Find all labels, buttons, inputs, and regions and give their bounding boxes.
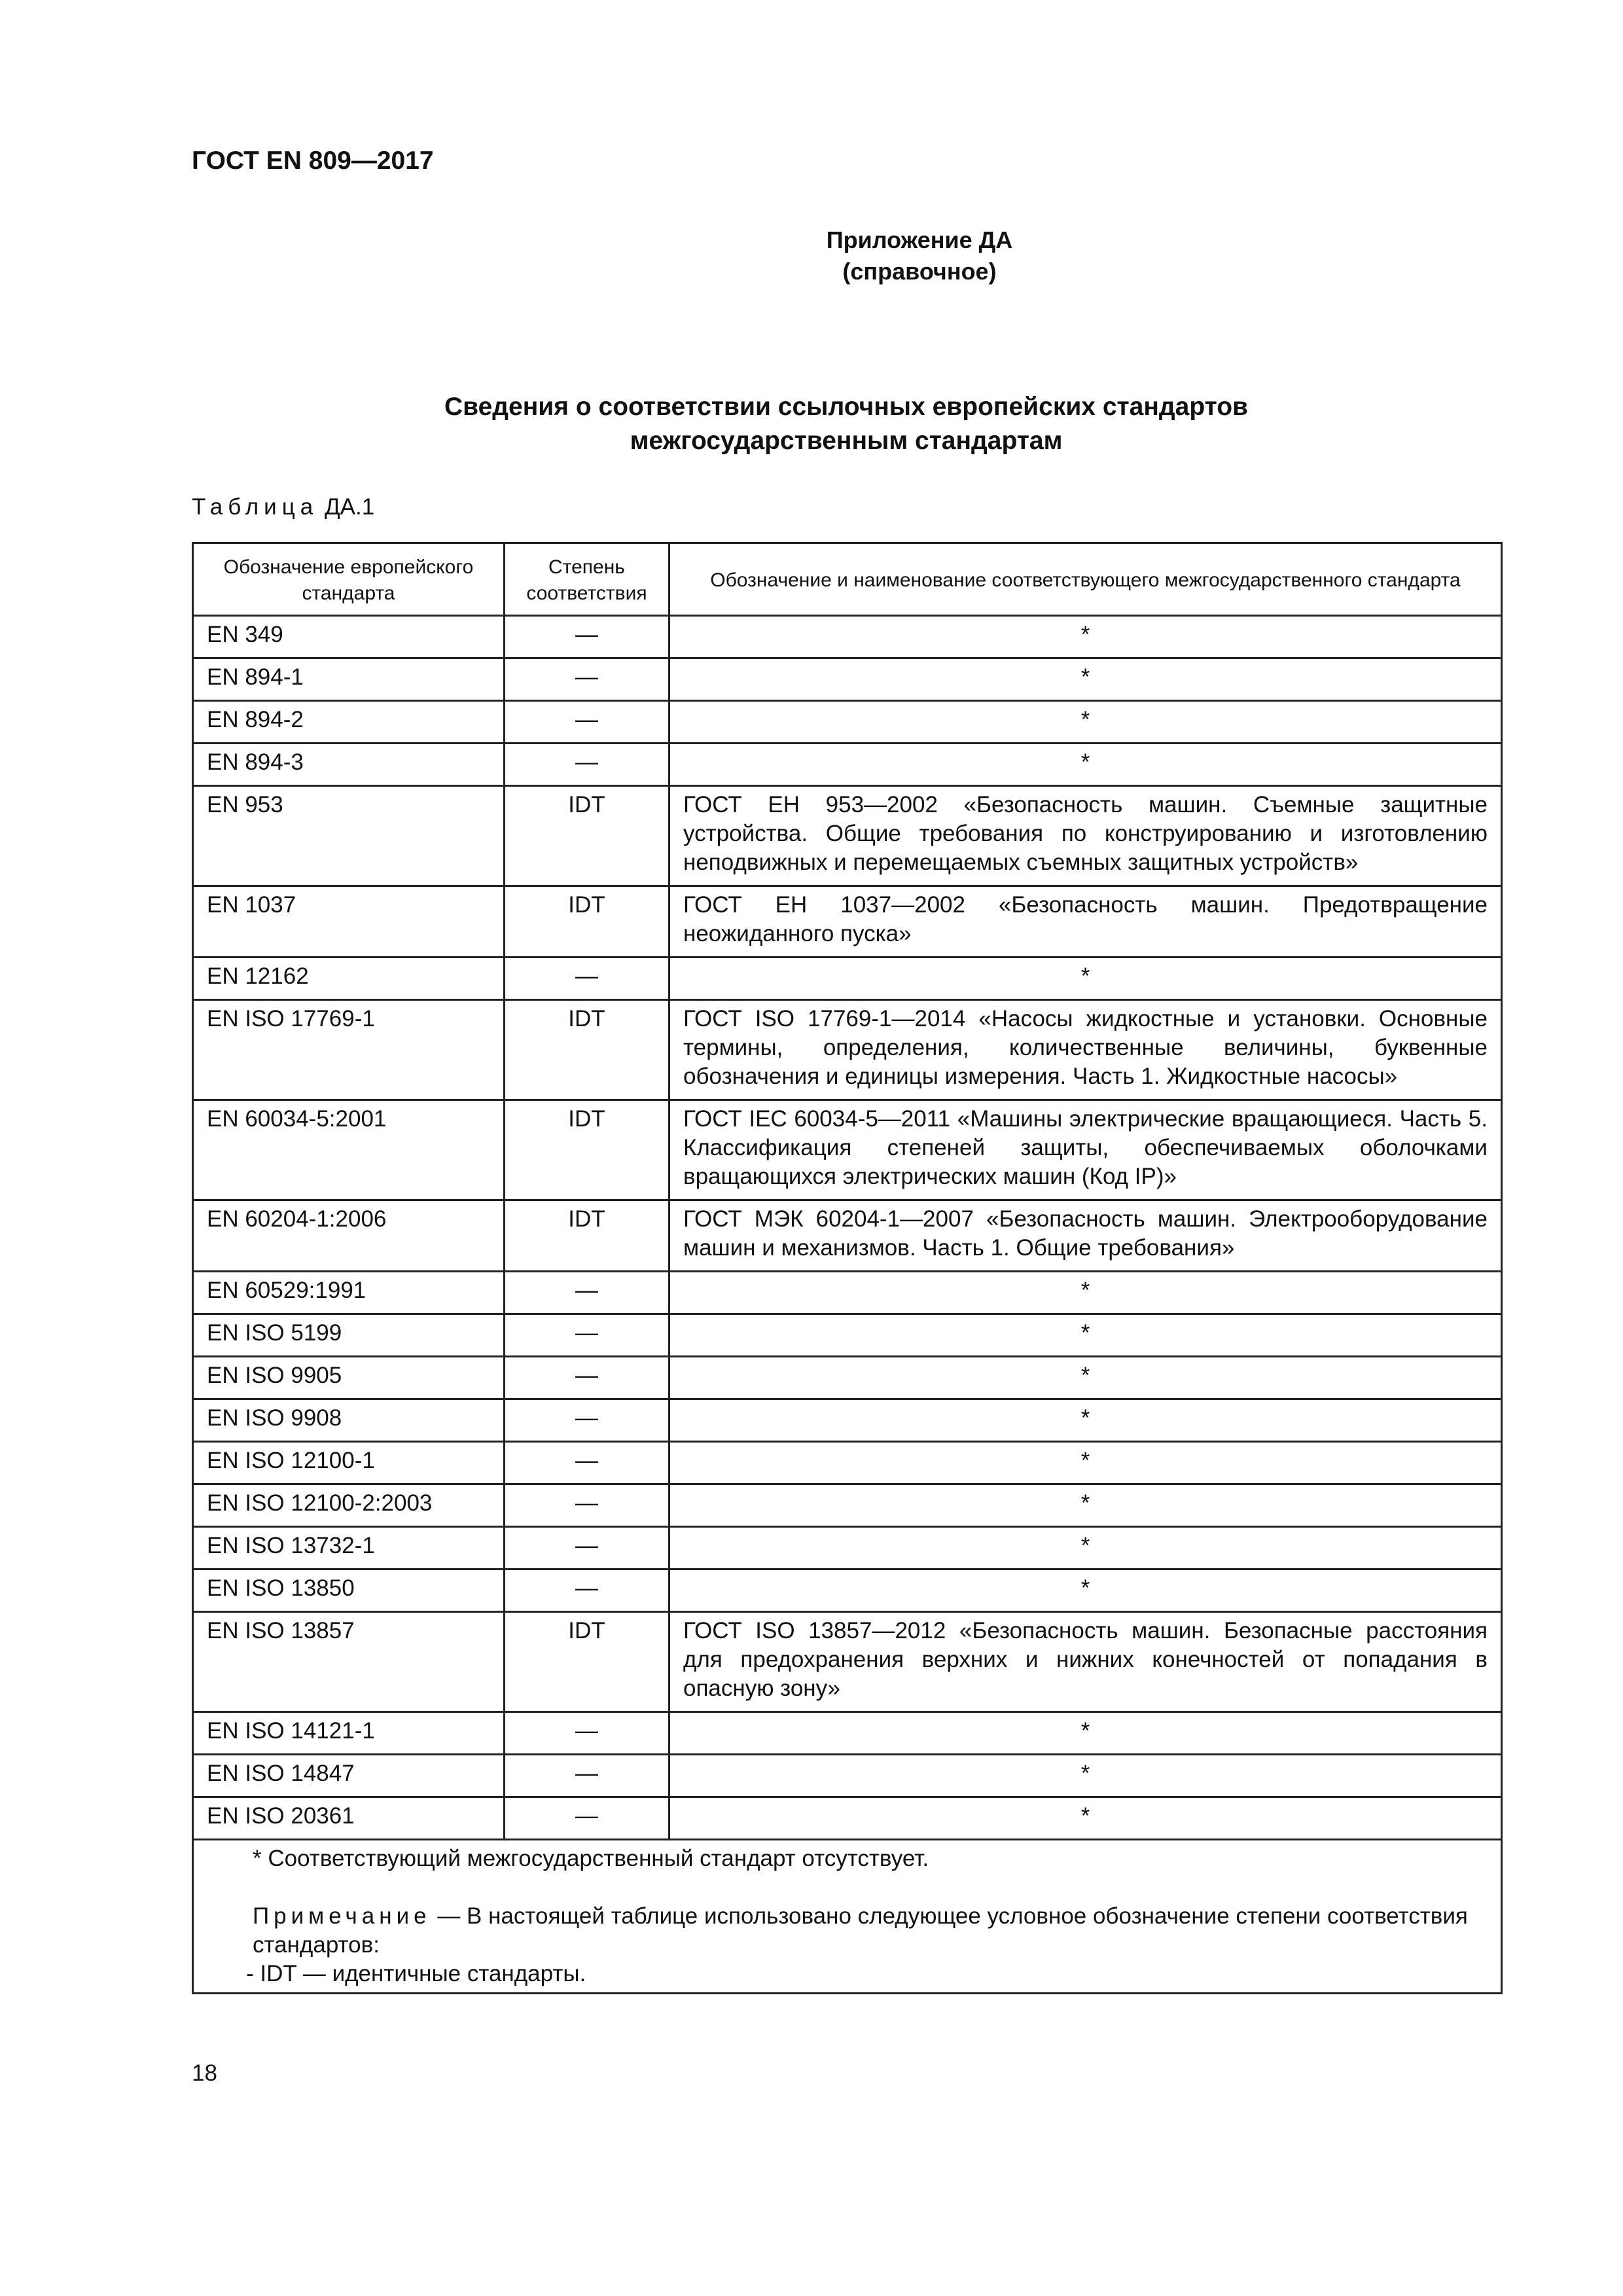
cell-degree: — <box>505 1357 669 1399</box>
table-row <box>193 1797 1502 1840</box>
header-degree: Степень соответствия <box>505 543 669 616</box>
cell-degree: — <box>505 1527 669 1570</box>
cell-degree: — <box>505 1484 669 1527</box>
table-row <box>193 958 1502 1000</box>
cell-interstate-standard: * <box>669 1314 1502 1357</box>
cell-european-standard: EN ISO 5199 <box>193 1314 505 1357</box>
cell-degree: — <box>505 1797 669 1840</box>
cell-degree: — <box>505 1272 669 1314</box>
table-row <box>193 1442 1502 1484</box>
table-row <box>193 1272 1502 1314</box>
cell-degree: IDT <box>505 1612 669 1712</box>
cell-european-standard: EN ISO 14847 <box>193 1755 505 1797</box>
cell-european-standard: EN ISO 9905 <box>193 1357 505 1399</box>
cell-european-standard: EN 894-1 <box>193 658 505 701</box>
table-row <box>193 616 1502 658</box>
table-row <box>193 658 1502 701</box>
table-row <box>193 744 1502 786</box>
cell-european-standard: EN ISO 14121-1 <box>193 1712 505 1755</box>
note-text: — В настоящей таблице использовано следующее условное обозначение степени соответствия стандартов: <box>253 1903 1468 1958</box>
title-line-2: межгосударственным стандартам <box>630 427 1063 455</box>
cell-interstate-standard: ГОСТ ISO 13857—2012 «Безопасность машин. Безопасные расстояния для предохранения верхних и нижних конечностей от попадания в опасную зону» <box>669 1612 1502 1712</box>
cell-interstate-standard: * <box>669 658 1502 701</box>
cell-european-standard: EN 60529:1991 <box>193 1272 505 1314</box>
table-row <box>193 1200 1502 1272</box>
table-row <box>193 786 1502 886</box>
appendix-heading <box>0 224 1623 287</box>
cell-interstate-standard: ГОСТ ЕН 953—2002 «Безопасность машин. Съемные защитные устройства. Общие требования по конструированию и изготовлению неподвижных и перемещаемых съемных защитных устройств» <box>669 786 1502 886</box>
cell-european-standard: EN ISO 13732-1 <box>193 1527 505 1570</box>
cell-interstate-standard: * <box>669 1755 1502 1797</box>
cell-degree: — <box>505 1314 669 1357</box>
cell-degree: — <box>505 616 669 658</box>
cell-european-standard: EN 894-2 <box>193 701 505 744</box>
cell-european-standard: EN 953 <box>193 786 505 886</box>
table-row <box>193 1100 1502 1200</box>
cell-degree: IDT <box>505 1000 669 1100</box>
cell-interstate-standard: * <box>669 1484 1502 1527</box>
cell-interstate-standard: ГОСТ ISO 17769-1—2014 «Насосы жидкостные и установки. Основные термины, определения, количественные величины, буквенные обозначения и единицы измерения. Часть 1. Жидкостные насосы» <box>669 1000 1502 1100</box>
cell-european-standard: EN ISO 12100-2:2003 <box>193 1484 505 1527</box>
cell-interstate-standard: * <box>669 1712 1502 1755</box>
appendix-type: (справочное) <box>842 258 997 285</box>
cell-degree: IDT <box>505 1200 669 1272</box>
note-item: - IDT — идентичные стандарты. <box>246 1961 586 1986</box>
table-caption <box>192 494 374 520</box>
standards-table <box>192 542 1503 1994</box>
cell-degree: IDT <box>505 786 669 886</box>
table-caption-prefix: Таблица <box>192 494 319 520</box>
table-row <box>193 1357 1502 1399</box>
cell-degree: — <box>505 1755 669 1797</box>
table-footnote-row <box>193 1840 1502 1994</box>
table-row <box>193 1484 1502 1527</box>
cell-european-standard: EN 894-3 <box>193 744 505 786</box>
title-line-1: Сведения о соответствии ссылочных европейских стандартов <box>444 393 1249 421</box>
cell-interstate-standard: * <box>669 958 1502 1000</box>
table-row <box>193 701 1502 744</box>
cell-degree: — <box>505 658 669 701</box>
cell-degree: — <box>505 958 669 1000</box>
table-header-row <box>193 543 1502 616</box>
cell-degree: — <box>505 701 669 744</box>
cell-interstate-standard: * <box>669 1570 1502 1612</box>
cell-interstate-standard: ГОСТ МЭК 60204-1—2007 «Безопасность машин. Электрооборудование машин и механизмов. Часть 1. Общие требования» <box>669 1200 1502 1272</box>
document-title <box>192 390 1501 458</box>
cell-interstate-standard: * <box>669 701 1502 744</box>
cell-interstate-standard: ГОСТ ЕН 1037—2002 «Безопасность машин. Предотвращение неожиданного пуска» <box>669 886 1502 958</box>
cell-degree: IDT <box>505 886 669 958</box>
cell-european-standard: EN ISO 9908 <box>193 1399 505 1442</box>
cell-interstate-standard: * <box>669 1797 1502 1840</box>
cell-degree: — <box>505 744 669 786</box>
cell-interstate-standard: * <box>669 1357 1502 1399</box>
note-label: Примечание <box>253 1903 431 1929</box>
standard-id: ГОСТ EN 809—2017 <box>192 147 434 175</box>
cell-interstate-standard: ГОСТ IEC 60034-5—2011 «Машины электрические вращающиеся. Часть 5. Классификация степеней защиты, обеспечиваемых оболочками вращающихся электрических машин (Код IP)» <box>669 1100 1502 1200</box>
table-row <box>193 1527 1502 1570</box>
cell-european-standard: EN 60034-5:2001 <box>193 1100 505 1200</box>
footnote: * Соответствующий межгосударственный стандарт отсутствует. <box>253 1846 929 1871</box>
table-row <box>193 1612 1502 1712</box>
table-row <box>193 1712 1502 1755</box>
cell-degree: — <box>505 1399 669 1442</box>
table-row <box>193 1570 1502 1612</box>
cell-interstate-standard: * <box>669 744 1502 786</box>
cell-interstate-standard: * <box>669 1442 1502 1484</box>
cell-european-standard: EN ISO 12100-1 <box>193 1442 505 1484</box>
cell-interstate-standard: * <box>669 1272 1502 1314</box>
appendix-label: Приложение ДА <box>826 226 1013 253</box>
cell-interstate-standard: * <box>669 616 1502 658</box>
cell-degree: — <box>505 1570 669 1612</box>
table-row <box>193 886 1502 958</box>
cell-european-standard: EN 349 <box>193 616 505 658</box>
cell-degree: — <box>505 1442 669 1484</box>
cell-degree: — <box>505 1712 669 1755</box>
cell-interstate-standard: * <box>669 1527 1502 1570</box>
cell-european-standard: EN ISO 20361 <box>193 1797 505 1840</box>
table-row <box>193 1314 1502 1357</box>
cell-degree: IDT <box>505 1100 669 1200</box>
cell-european-standard: EN 1037 <box>193 886 505 958</box>
table-row <box>193 1000 1502 1100</box>
note <box>207 1902 1488 1960</box>
header-european-standard: Обозначение европейского стандарта <box>193 543 505 616</box>
cell-european-standard: EN ISO 13857 <box>193 1612 505 1712</box>
table-caption-number: ДА.1 <box>324 494 375 520</box>
cell-european-standard: EN ISO 17769-1 <box>193 1000 505 1100</box>
page-number: 18 <box>192 2060 217 2086</box>
table-footnote-cell <box>193 1840 1502 1994</box>
cell-european-standard: EN 60204-1:2006 <box>193 1200 505 1272</box>
cell-interstate-standard: * <box>669 1399 1502 1442</box>
cell-european-standard: EN ISO 13850 <box>193 1570 505 1612</box>
table-row <box>193 1755 1502 1797</box>
header-interstate-standard: Обозначение и наименование соответствующего межгосударственного стандарта <box>669 543 1502 616</box>
cell-european-standard: EN 12162 <box>193 958 505 1000</box>
table-row <box>193 1399 1502 1442</box>
